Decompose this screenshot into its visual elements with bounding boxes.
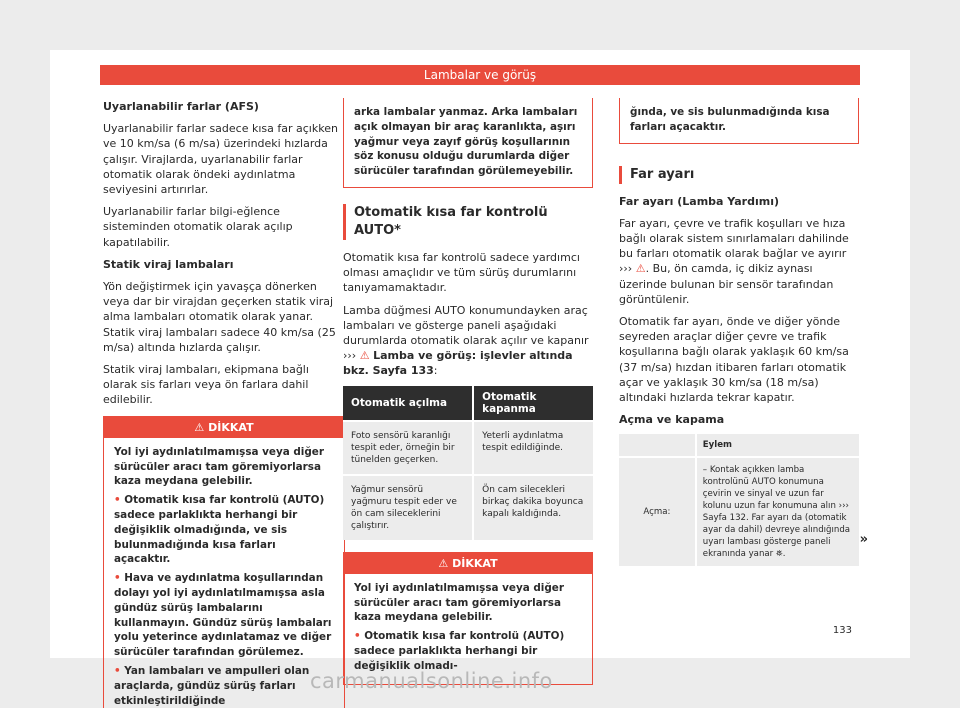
warning-title: DİKKAT (208, 420, 254, 434)
auto-table (343, 386, 593, 540)
auto-table-cell: Ön cam silecekleri birkaç dakika boyunca kapalı kaldığında. (473, 475, 593, 540)
watermark: carmanualsonline.info (310, 669, 553, 693)
warning-title: DİKKAT (452, 556, 498, 570)
page-number: 133 (832, 625, 852, 636)
warning-body (104, 438, 344, 708)
warning-bullet: • Otomatik kısa far kontrolü (AUTO) sadece parlaklıkta herhangi bir değişiklik olmadığında, ve sis bulunmadığında kısa farları açacaktır. (114, 493, 334, 567)
auto-table-cell: Foto sensörü karanlığı tespit eder, örneğin bir tünelden geçerken. (343, 421, 473, 475)
afs-heading: Uyarlanabilir farlar (AFS) (103, 100, 259, 113)
warning-triangle-icon: ⚠ (359, 349, 370, 363)
afs-paragraph-1: Uyarlanabilir farlar sadece kısa far açıkken ve 10 km/sa (6 m/sa) üzerindeki hızlarda çalışır. Virajlarda, uyarlanabilir farlar otomatik olarak öndeki aydınlatma seviyesini artırırlar. (103, 122, 338, 197)
lamp-assist-paragraph-2: Otomatik far ayarı, önde ve diğer yönde seyreden araçlar diğer çevre ve trafik koşullarına bağlı olarak yaklaşık 60 km/sa (37 m/sa) hızdan itibaren farları otomatik açar ve yaklaşık 30 km/sa (18 m/sa) altındaki hızlarda tekrar kapatır. (619, 315, 849, 405)
auto-headlight-section-title: Otomatik kısa far kontrolü AUTO* (343, 204, 593, 240)
column-3 (619, 99, 859, 566)
auto-paragraph-1: Otomatik kısa far kontrolü sadece yardımcı olması amaçlıdır ve tüm sürüş durumlarını tanıyamamaktadır. (343, 250, 580, 295)
warning-triangle-icon: ⚠ (194, 420, 205, 434)
warning-body (344, 574, 592, 684)
on-off-row-label: Açma: (619, 457, 696, 566)
auto-table-cell: Yeterli aydınlatma tespit edildiğinde. (473, 421, 593, 475)
auto-table-header-on: Otomatik açılma (343, 386, 473, 421)
on-off-table-blank-header (619, 434, 696, 457)
lamp-assist-heading: Far ayarı (Lamba Yardımı) (619, 194, 780, 208)
warning-box (343, 552, 593, 685)
static-cornering-heading: Statik viraj lambaları (103, 257, 234, 271)
auto-table-header-off: Otomatik kapanma (473, 386, 593, 421)
continue-arrow: » (859, 532, 868, 547)
on-off-heading: Açma ve kapama (619, 413, 725, 427)
static-cornering-paragraph-2: Statik viraj lambaları, ekipmana bağlı olarak sis farları veya ön farlara dahil edilebilir. (103, 363, 309, 407)
warning-triangle-icon: ⚠ (438, 556, 449, 570)
auto-table-cell: Yağmur sensörü yağmuru tespit eder ve ön cam sileceklerini çalıştırır. (343, 475, 473, 540)
on-off-table-header: Eylem (696, 434, 859, 457)
section-header: Lambalar ve görüş (100, 65, 860, 85)
warning-header (104, 417, 344, 438)
warning-box (103, 416, 345, 708)
warning-triangle-icon: ⚠ (635, 262, 646, 276)
warning-text: Yol iyi aydınlatılmamışsa veya diğer sürücüler aracı tam göremiyorlarsa kaza meydana gelebilir. (354, 581, 564, 624)
on-off-table (619, 434, 859, 566)
warning-bullet: • Hava ve aydınlatma koşullarından dolayı yol iyi aydınlatılmamışsa asla gündüz sürüş lambalarını kullanmayın. Gündüz sürüş lambaları yolu yeterince aydınlatamaz ve diğer sürücüler tarafından görülemez. (114, 571, 334, 660)
static-cornering-paragraph-1: Yön değiştirmek için yavaşça dönerken veya dar bir virajdan geçerken statik viraj alma lambaları otomatik olarak yanar. Statik viraj lambaları sadece 40 km/sa (25 m/sa) altında hızlarda çalışır. (103, 280, 336, 354)
headlight-setting-section-title: Far ayarı (619, 166, 859, 184)
warning-continuation: ğında, ve sis bulunmadığında kısa farları açacaktır. (619, 98, 859, 144)
warning-bullet: • Otomatik kısa far kontrolü (AUTO) sadece parlaklıkta herhangi bir değişiklik olmadı- (354, 629, 582, 673)
warning-bullet: • Yan lambaları ve ampulleri olan araçlarda, gündüz sürüş farları etkinleştirildiğinde (114, 664, 334, 708)
auto-paragraph-2-end: : (433, 364, 438, 378)
lamp-assist-text-a: Far ayarı, çevre ve trafik koşulları ve hıza bağlı olarak sistem sınırlamaları dahilinde bu farları otomatik olarak bağlar ve ayırır ››› (619, 216, 849, 276)
column-1 (103, 99, 345, 708)
auto-paragraph-2-text: Lamba düğmesi AUTO konumundayken araç lambaları ve gösterge paneli aşağıdaki durumlarda otomatik olarak açılır ve kapanır ››› (343, 303, 589, 363)
lamp-assist-text-b: . Bu, ön camda, iç dikiz aynası üzerinde bulunan bir sensör tarafından görüntülenir. (619, 262, 834, 306)
warning-continuation: arka lambalar yanmaz. Arka lambaları açık olmayan bir araç karanlıkta, aşırı yağmur veya zayıf görüş koşullarının söz konusu olduğu durumlarda diğer sürücüler tarafından görülemeyebilir. (343, 98, 593, 188)
column-2 (343, 99, 593, 685)
page-link[interactable]: Lamba ve görüş: işlevler altında bkz. Sayfa 133 (343, 349, 573, 378)
on-off-row-text: – Kontak açıkken lamba kontrolünü AUTO konumuna çevirin ve sinyal ve uzun far kolunu uzun far konumuna alın ››› Sayfa 132. Far ayarı da (otomatik ayar da dahil) devreye alındığında uyarı lambası gösterge paneli ekranında yanar ⛯. (696, 457, 859, 566)
warning-text: Yol iyi aydınlatılmamışsa veya diğer sürücüler aracı tam göremiyorlarsa kaza meydana gelebilir. (114, 445, 324, 488)
auto-paragraph-2 (343, 303, 593, 379)
warning-header (344, 553, 592, 574)
afs-paragraph-2: Uyarlanabilir farlar bilgi-eğlence sisteminden otomatik olarak açılıp kapatılabilir. (103, 205, 293, 249)
lamp-assist-paragraph-1 (619, 216, 859, 307)
